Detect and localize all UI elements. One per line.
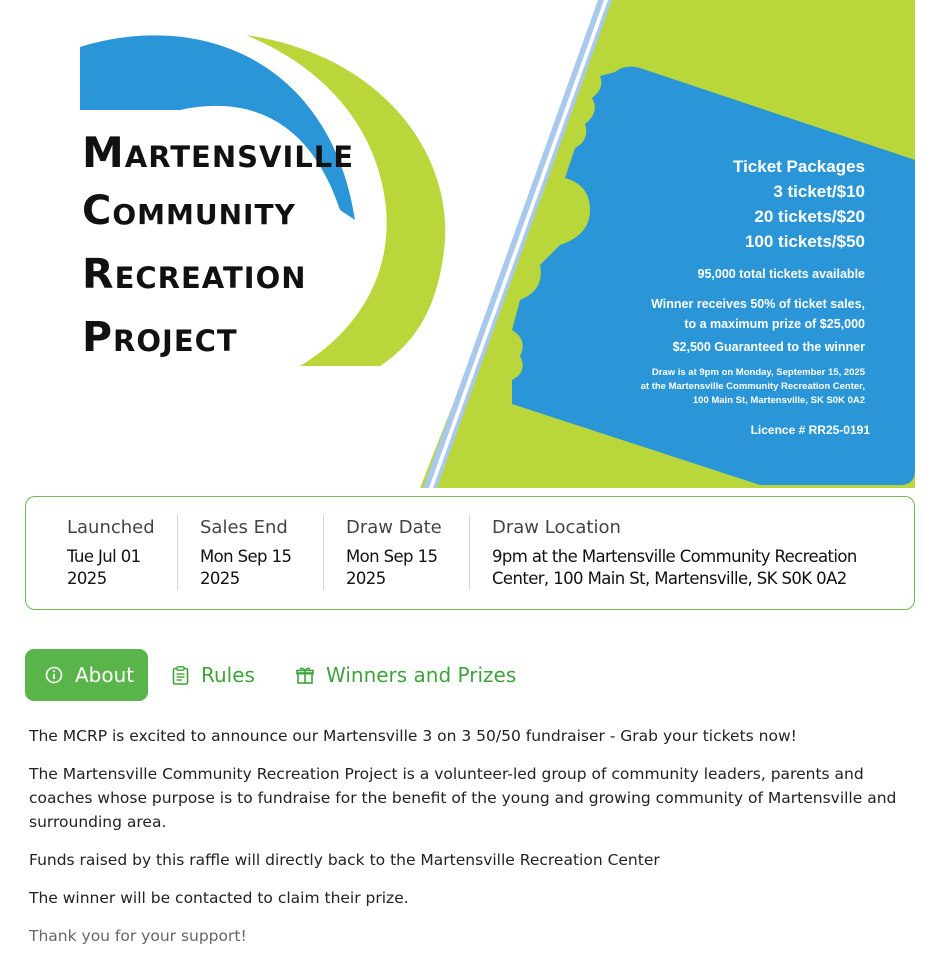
- tab-rules-label: Rules: [201, 663, 255, 687]
- raffle-info-card: [25, 496, 915, 610]
- about-paragraph: The MCRP is excited to announce our Martensville 3 on 3 50/50 fundraiser - Grab your tickets now!: [29, 727, 797, 745]
- info-divider: [177, 515, 178, 590]
- sales-end-year: 2025: [200, 569, 240, 588]
- winner-line-1: Winner receives 50% of ticket sales,: [651, 297, 865, 311]
- info-divider: [323, 515, 324, 590]
- info-draw-location: [492, 517, 857, 590]
- draw-location-value: [492, 546, 857, 590]
- about-paragraph: Thank you for your support!: [29, 927, 247, 945]
- tab-winners-and-prizes[interactable]: [296, 649, 516, 701]
- info-sales-end: [200, 517, 291, 590]
- draw-location-line-1: 9pm at the Martensville Community Recreation: [492, 547, 857, 566]
- package-3: 100 tickets/$50: [744, 232, 865, 251]
- about-paragraph: The Martensville Community Recreation Project is a volunteer-led group of community leaders, parents and coaches whose purpose is to fundraise for the benefit of the young and growing community of Martensville and surrounding area.: [29, 765, 897, 831]
- about-content: [29, 724, 919, 962]
- logo-line-4: Project: [82, 313, 238, 361]
- package-2: 20 tickets/$20: [754, 207, 865, 226]
- gift-icon: [296, 666, 314, 684]
- total-tickets: 95,000 total tickets available: [697, 267, 865, 281]
- logo-line-1: Martensville: [82, 128, 355, 177]
- sales-end-date: Mon Sep 15: [200, 547, 292, 566]
- launched-label: Launched: [67, 517, 155, 538]
- clipboard-icon: [172, 666, 189, 685]
- package-1: 3 ticket/$10: [773, 182, 865, 201]
- draw-line-3: 100 Main St, Martensville, SK S0K 0A2: [692, 395, 865, 406]
- draw-date-date: Mon Sep 15: [346, 547, 438, 566]
- about-paragraph: The winner will be contacted to claim their prize.: [29, 889, 409, 907]
- about-paragraph: Funds raised by this raffle will directly back to the Martensville Recreation Center: [29, 851, 660, 869]
- launched-date: Tue Jul 01: [67, 547, 141, 566]
- draw-location-line-2: Center, 100 Main St, Martensville, SK S0K 0A2: [492, 569, 847, 588]
- info-icon: [45, 666, 63, 684]
- sales-end-value: [200, 546, 291, 590]
- tab-about-label: About: [75, 663, 135, 687]
- info-divider: [469, 515, 470, 590]
- licence-number: Licence # RR25-0191: [750, 423, 870, 437]
- draw-date-year: 2025: [346, 569, 386, 588]
- logo-line-2: Community: [82, 188, 296, 234]
- launched-year: 2025: [67, 569, 107, 588]
- info-launched: [67, 517, 155, 590]
- info-draw-date: [346, 517, 442, 590]
- draw-date-value: [346, 546, 442, 590]
- sales-end-label: Sales End: [200, 517, 288, 538]
- launched-value: [67, 546, 155, 590]
- ticket-packages-heading: Ticket Packages: [733, 157, 865, 176]
- draw-line-2: at the Martensville Community Recreation Center,: [640, 381, 865, 392]
- draw-location-label: Draw Location: [492, 517, 621, 538]
- draw-line-1: Draw is at 9pm on Monday, September 15, 2025: [651, 367, 865, 378]
- tab-about[interactable]: [25, 649, 148, 701]
- logo-line-3: Recreation: [82, 250, 307, 298]
- tab-rules[interactable]: [172, 649, 255, 701]
- tab-winners-label: Winners and Prizes: [326, 663, 517, 687]
- guaranteed-prize: $2,500 Guaranteed to the winner: [672, 340, 865, 354]
- winner-line-2: to a maximum prize of $25,000: [684, 317, 865, 331]
- draw-date-label: Draw Date: [346, 517, 442, 538]
